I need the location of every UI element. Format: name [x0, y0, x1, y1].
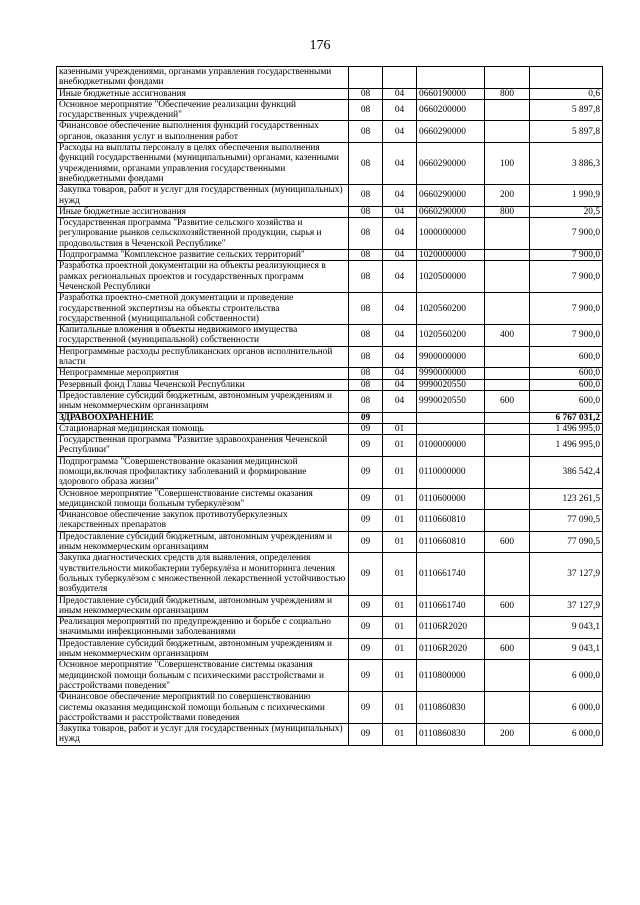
- item-name-cell: Предоставление субсидий бюджетным, автономным учреждениям и иным некоммерческим организациям: [57, 638, 349, 660]
- target-article-code-cell: 9990000000: [417, 368, 485, 379]
- expense-type-code-cell: 600: [485, 390, 530, 412]
- subsection-code-cell: 04: [383, 218, 417, 250]
- target-article-code-cell: 0110660810: [417, 531, 485, 553]
- expense-type-code-cell: [485, 412, 530, 423]
- target-article-code-cell: 0110600000: [417, 488, 485, 510]
- item-name-cell: Непрограммные мероприятия: [57, 368, 349, 379]
- table-row: [57, 423, 603, 434]
- expense-type-code-cell: [485, 660, 530, 692]
- amount-cell: 1 496 995,0: [530, 423, 603, 434]
- target-article-code-cell: [417, 67, 485, 89]
- expense-type-code-cell: 100: [485, 143, 530, 185]
- table-row: [57, 206, 603, 217]
- item-name-cell: Государственная программа "Развитие здравоохранения Чеченской Республики": [57, 435, 349, 457]
- subsection-code-cell: 01: [383, 724, 417, 746]
- subsection-code-cell: 01: [383, 553, 417, 595]
- section-code-cell: 09: [349, 423, 383, 434]
- expense-type-code-cell: [485, 346, 530, 368]
- item-name-cell: Государственная программа "Развитие сельского хозяйства и регулирование рынков сельскохозяйственной продукции, сырья и продовольствия в Чеченской Республике": [57, 218, 349, 250]
- page-number: 176: [309, 38, 331, 53]
- section-code-cell: 08: [349, 293, 383, 325]
- subsection-code-cell: 04: [383, 121, 417, 143]
- amount-cell: 0,6: [530, 88, 603, 99]
- amount-cell: 9 043,1: [530, 638, 603, 660]
- subsection-code-cell: 04: [383, 250, 417, 261]
- expense-type-code-cell: 600: [485, 531, 530, 553]
- expense-type-code-cell: 200: [485, 185, 530, 207]
- amount-cell: 600,0: [530, 390, 603, 412]
- item-name-cell: Подпрограмма "Комплексное развитие сельских территорий": [57, 250, 349, 261]
- table-row: [57, 412, 603, 423]
- section-code-cell: 08: [349, 185, 383, 207]
- expense-type-code-cell: 600: [485, 638, 530, 660]
- item-name-cell: Разработка проектно-сметной документации и проведение государственной экспертизы на объекты строительства государственной (муниципальной собственности): [57, 293, 349, 325]
- section-code-cell: 09: [349, 412, 383, 423]
- expense-type-code-cell: [485, 423, 530, 434]
- subsection-code-cell: 01: [383, 660, 417, 692]
- amount-cell: 7 900,0: [530, 261, 603, 293]
- section-code-cell: 09: [349, 595, 383, 617]
- item-name-cell: Финансовое обеспечение закупок противотуберкулезных лекарственных препаратов: [57, 510, 349, 532]
- expense-type-code-cell: 600: [485, 595, 530, 617]
- item-name-cell: Предоставление субсидий бюджетным, автономным учреждениям и иным некоммерческим организациям: [57, 595, 349, 617]
- target-article-code-cell: 9900000000: [417, 346, 485, 368]
- target-article-code-cell: 0660290000: [417, 121, 485, 143]
- subsection-code-cell: 04: [383, 379, 417, 390]
- section-code-cell: 09: [349, 435, 383, 457]
- item-name-cell: Финансовое обеспечение выполнения функций государственных органов, оказания услуг и выполнения работ: [57, 121, 349, 143]
- target-article-code-cell: 0660290000: [417, 206, 485, 217]
- section-code-cell: 09: [349, 660, 383, 692]
- target-article-code-cell: 0660190000: [417, 88, 485, 99]
- budget-table-body: [57, 67, 603, 746]
- table-row: [57, 368, 603, 379]
- target-article-code-cell: 01106R2020: [417, 617, 485, 639]
- subsection-code-cell: 01: [383, 692, 417, 724]
- amount-cell: 1 496 995,0: [530, 435, 603, 457]
- table-row: [57, 143, 603, 185]
- amount-cell: 37 127,9: [530, 595, 603, 617]
- expense-type-code-cell: [485, 435, 530, 457]
- target-article-code-cell: 0100000000: [417, 435, 485, 457]
- section-code-cell: 08: [349, 99, 383, 121]
- target-article-code-cell: 0110661740: [417, 595, 485, 617]
- expense-type-code-cell: [485, 99, 530, 121]
- expense-type-code-cell: [485, 617, 530, 639]
- section-code-cell: 09: [349, 638, 383, 660]
- expense-type-code-cell: [485, 553, 530, 595]
- expense-type-code-cell: [485, 488, 530, 510]
- subsection-code-cell: 04: [383, 368, 417, 379]
- amount-cell: 7 900,0: [530, 218, 603, 250]
- expense-type-code-cell: [485, 67, 530, 89]
- target-article-code-cell: 0110860830: [417, 692, 485, 724]
- target-article-code-cell: 9990020550: [417, 390, 485, 412]
- expense-type-code-cell: [485, 456, 530, 488]
- subsection-code-cell: 01: [383, 488, 417, 510]
- table-row: [57, 488, 603, 510]
- section-code-cell: 08: [349, 143, 383, 185]
- item-name-cell: Предоставление субсидий бюджетным, автономным учреждениям и иным некоммерческим организациям: [57, 531, 349, 553]
- subsection-code-cell: 01: [383, 617, 417, 639]
- item-name-cell: Закупка диагностических средств для выявления, определения чувствительности микобактерии туберкулёза и мониторинга лечения больных туберкулёзом с множественной лекарственной устойчивостью возбудителя: [57, 553, 349, 595]
- expense-type-code-cell: [485, 692, 530, 724]
- target-article-code-cell: 1020560200: [417, 325, 485, 347]
- target-article-code-cell: 0110660810: [417, 510, 485, 532]
- item-name-cell: Подпрограмма "Совершенствование оказания медицинской помощи,включая профилактику заболеваний и формирование здорового образа жизни": [57, 456, 349, 488]
- expense-type-code-cell: [485, 261, 530, 293]
- table-row: [57, 660, 603, 692]
- table-row: [57, 185, 603, 207]
- amount-cell: 600,0: [530, 346, 603, 368]
- subsection-code-cell: 01: [383, 435, 417, 457]
- table-row: [57, 531, 603, 553]
- subsection-code-cell: 01: [383, 531, 417, 553]
- section-code-cell: 09: [349, 617, 383, 639]
- subsection-code-cell: 01: [383, 638, 417, 660]
- item-name-cell: Закупка товаров, работ и услуг для государственных (муниципальных) нужд: [57, 185, 349, 207]
- table-row: [57, 435, 603, 457]
- expense-type-code-cell: 800: [485, 88, 530, 99]
- amount-cell: [530, 67, 603, 89]
- section-code-cell: 09: [349, 510, 383, 532]
- amount-cell: 6 000,0: [530, 660, 603, 692]
- section-code-cell: 09: [349, 488, 383, 510]
- item-name-cell: Капитальные вложения в объекты недвижимого имущества государственной (муниципальной) собственности: [57, 325, 349, 347]
- table-row: [57, 638, 603, 660]
- table-row: [57, 692, 603, 724]
- section-code-cell: 08: [349, 368, 383, 379]
- amount-cell: 77 090,5: [530, 510, 603, 532]
- amount-cell: 600,0: [530, 379, 603, 390]
- subsection-code-cell: 01: [383, 595, 417, 617]
- table-row: [57, 595, 603, 617]
- expense-type-code-cell: [485, 250, 530, 261]
- amount-cell: 7 900,0: [530, 293, 603, 325]
- expense-type-code-cell: [485, 379, 530, 390]
- amount-cell: 20,5: [530, 206, 603, 217]
- item-name-cell: Закупка товаров, работ и услуг для государственных (муниципальных) нужд: [57, 724, 349, 746]
- expense-type-code-cell: [485, 368, 530, 379]
- target-article-code-cell: 0660290000: [417, 185, 485, 207]
- section-code-cell: 09: [349, 553, 383, 595]
- target-article-code-cell: 0660290000: [417, 143, 485, 185]
- amount-cell: 7 900,0: [530, 325, 603, 347]
- amount-cell: 6 000,0: [530, 692, 603, 724]
- subsection-code-cell: 01: [383, 456, 417, 488]
- section-code-cell: 08: [349, 206, 383, 217]
- item-name-cell: Основное мероприятие "Совершенствование системы оказания медицинской помощи больным туберкулёзом": [57, 488, 349, 510]
- section-code-cell: 08: [349, 88, 383, 99]
- subsection-code-cell: 04: [383, 293, 417, 325]
- amount-cell: 9 043,1: [530, 617, 603, 639]
- amount-cell: 37 127,9: [530, 553, 603, 595]
- target-article-code-cell: 1020560200: [417, 293, 485, 325]
- target-article-code-cell: [417, 412, 485, 423]
- item-name-cell: Основное мероприятие "Совершенствование системы оказания медицинской помощи больным с психическими расстройствами и расстройствами поведения": [57, 660, 349, 692]
- section-code-cell: 08: [349, 261, 383, 293]
- section-code-cell: 08: [349, 325, 383, 347]
- table-row: [57, 88, 603, 99]
- table-row: [57, 325, 603, 347]
- target-article-code-cell: 01106R2020: [417, 638, 485, 660]
- target-article-code-cell: 9990020550: [417, 379, 485, 390]
- amount-cell: 6 767 031,2: [530, 412, 603, 423]
- section-code-cell: 09: [349, 456, 383, 488]
- table-row: [57, 379, 603, 390]
- amount-cell: 123 261,5: [530, 488, 603, 510]
- item-name-cell: Иные бюджетные ассигнования: [57, 88, 349, 99]
- target-article-code-cell: [417, 423, 485, 434]
- item-name-cell: Стационарная медицинская помощь: [57, 423, 349, 434]
- expense-type-code-cell: [485, 510, 530, 532]
- target-article-code-cell: 1020500000: [417, 261, 485, 293]
- subsection-code-cell: 04: [383, 261, 417, 293]
- table-row: [57, 390, 603, 412]
- item-name-cell: Расходы на выплаты персоналу в целях обеспечения выполнения функций государственными (муниципальными) органами, казенными учреждениями, органами управления государственными внебюджетными фондами: [57, 143, 349, 185]
- subsection-code-cell: 04: [383, 206, 417, 217]
- item-name-cell: ЗДРАВООХРАНЕНИЕ: [57, 412, 349, 423]
- subsection-code-cell: 04: [383, 88, 417, 99]
- subsection-code-cell: 04: [383, 143, 417, 185]
- subsection-code-cell: 04: [383, 390, 417, 412]
- table-row: [57, 99, 603, 121]
- expense-type-code-cell: 200: [485, 724, 530, 746]
- target-article-code-cell: 0110860830: [417, 724, 485, 746]
- item-name-cell: Реализация мероприятий по предупреждению и борьбе с социально значимыми инфекционными заболеваниями: [57, 617, 349, 639]
- item-name-cell: Разработка проектной документации на объекты реализующиеся в рамках региональных проектов и государственных программ Чеченской Республики: [57, 261, 349, 293]
- subsection-code-cell: [383, 67, 417, 89]
- table-row: [57, 293, 603, 325]
- amount-cell: 3 886,3: [530, 143, 603, 185]
- section-code-cell: 08: [349, 379, 383, 390]
- subsection-code-cell: 04: [383, 185, 417, 207]
- table-row: [57, 121, 603, 143]
- subsection-code-cell: 01: [383, 510, 417, 532]
- item-name-cell: Иные бюджетные ассигнования: [57, 206, 349, 217]
- item-name-cell: Резервный фонд Главы Чеченской Республики: [57, 379, 349, 390]
- subsection-code-cell: 01: [383, 423, 417, 434]
- target-article-code-cell: 1020000000: [417, 250, 485, 261]
- section-code-cell: 09: [349, 724, 383, 746]
- amount-cell: 600,0: [530, 368, 603, 379]
- subsection-code-cell: 04: [383, 325, 417, 347]
- table-row: [57, 67, 603, 89]
- section-code-cell: 08: [349, 390, 383, 412]
- table-row: [57, 218, 603, 250]
- expense-type-code-cell: 800: [485, 206, 530, 217]
- item-name-cell: Основное мероприятие "Обеспечение реализации функций государственных учреждений": [57, 99, 349, 121]
- subsection-code-cell: 04: [383, 346, 417, 368]
- target-article-code-cell: 0110800000: [417, 660, 485, 692]
- table-row: [57, 724, 603, 746]
- expense-type-code-cell: [485, 293, 530, 325]
- section-code-cell: 08: [349, 346, 383, 368]
- target-article-code-cell: 0660200000: [417, 99, 485, 121]
- target-article-code-cell: 0110000000: [417, 456, 485, 488]
- table-row: [57, 261, 603, 293]
- amount-cell: 6 000,0: [530, 724, 603, 746]
- item-name-cell: казенными учреждениями, органами управления государственными внебюджетными фондами: [57, 67, 349, 89]
- table-row: [57, 456, 603, 488]
- section-code-cell: 09: [349, 531, 383, 553]
- table-row: [57, 553, 603, 595]
- item-name-cell: Финансовое обеспечение мероприятий по совершенствованию системы оказания медицинской помощи больным с психическими расстройствами и расстройствами поведения: [57, 692, 349, 724]
- expense-type-code-cell: [485, 218, 530, 250]
- amount-cell: 386 542,4: [530, 456, 603, 488]
- target-article-code-cell: 0110661740: [417, 553, 485, 595]
- amount-cell: 5 897,8: [530, 121, 603, 143]
- expense-type-code-cell: 400: [485, 325, 530, 347]
- item-name-cell: Предоставление субсидий бюджетным, автономным учреждениям и иным некоммерческим организациям: [57, 390, 349, 412]
- section-code-cell: [349, 67, 383, 89]
- subsection-code-cell: 04: [383, 99, 417, 121]
- target-article-code-cell: 1000000000: [417, 218, 485, 250]
- item-name-cell: Непрограммные расходы республиканских органов исполнительной власти: [57, 346, 349, 368]
- table-row: [57, 346, 603, 368]
- table-row: [57, 250, 603, 261]
- section-code-cell: 08: [349, 121, 383, 143]
- section-code-cell: 08: [349, 218, 383, 250]
- budget-table: [56, 66, 603, 746]
- amount-cell: 5 897,8: [530, 99, 603, 121]
- section-code-cell: 08: [349, 250, 383, 261]
- amount-cell: 7 900,0: [530, 250, 603, 261]
- subsection-code-cell: [383, 412, 417, 423]
- amount-cell: 77 090,5: [530, 531, 603, 553]
- amount-cell: 1 990,9: [530, 185, 603, 207]
- table-row: [57, 617, 603, 639]
- expense-type-code-cell: [485, 121, 530, 143]
- section-code-cell: 09: [349, 692, 383, 724]
- table-row: [57, 510, 603, 532]
